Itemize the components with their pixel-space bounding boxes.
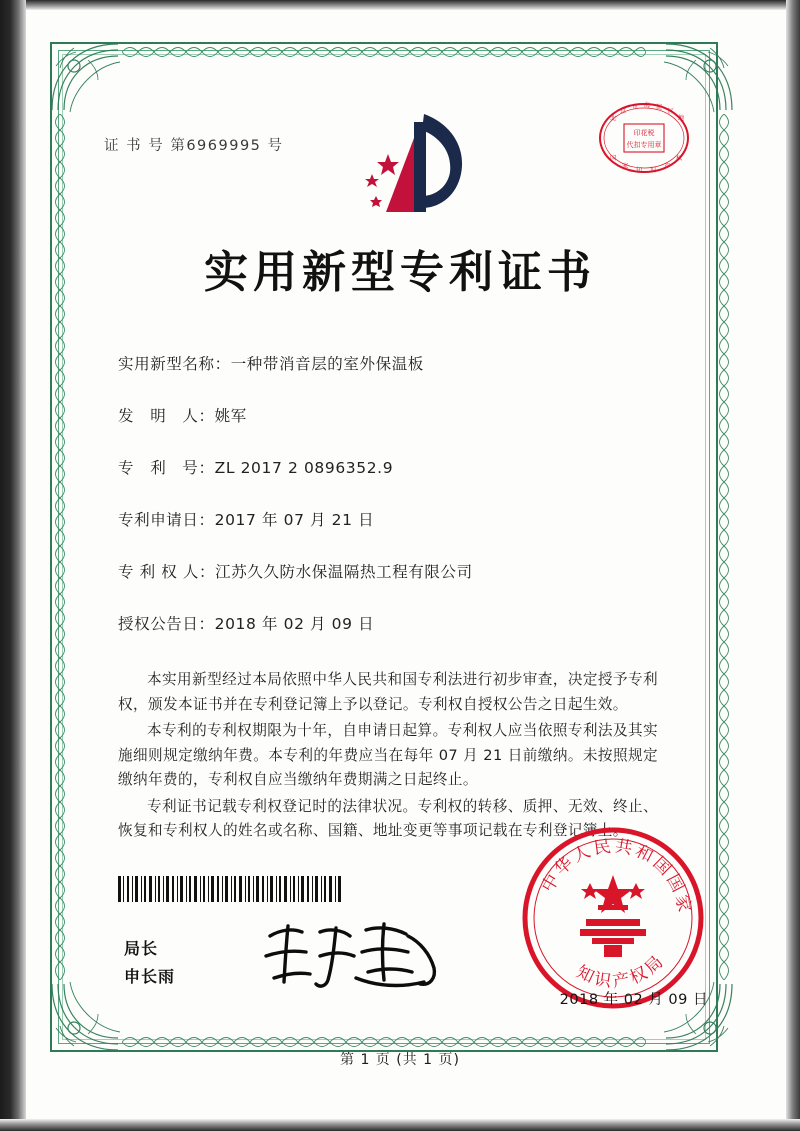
svg-text:识: 识 (650, 167, 657, 174)
field-row (118, 560, 658, 582)
field-label: 专 利 权 人： (118, 563, 216, 581)
field-row (118, 352, 658, 374)
field-label: 专 利 号： (118, 459, 215, 477)
svg-text:市: 市 (632, 104, 639, 111)
field-label: 实用新型名称： (118, 355, 231, 373)
scan-edge-top (0, 0, 800, 10)
barcode (118, 876, 342, 902)
field-value: 2018 年 02 月 09 日 (214, 615, 375, 633)
seal-date: 2018 年 02 月 09 日 (559, 992, 708, 1008)
tax-stamp-seal (596, 98, 692, 178)
svg-text:知识产权局: 知识产权局 (573, 950, 670, 993)
svg-text:家: 家 (622, 163, 629, 170)
svg-text:知: 知 (636, 167, 643, 174)
paragraph: 专利证书记载专利权登记时的法律状况。专利权的转移、质押、无效、终止、恢复和专利权人的姓名或名称、国籍、地址变更等事项记载在专利登记簿上。 (118, 797, 658, 839)
field-label: 发 明 人： (118, 407, 215, 425)
page-title: 实用新型专利证书 (204, 247, 596, 298)
legal-text-block (118, 668, 658, 846)
certificate-number: 证 书 号 第6969995 号 (104, 138, 284, 154)
page-footer: 第 1 页 (共 1 页) (340, 1052, 460, 1068)
scan-edge-right (786, 0, 800, 1131)
sipo-logo-icon (352, 108, 472, 220)
svg-text:产: 产 (664, 163, 671, 170)
svg-text:权: 权 (676, 155, 683, 162)
corner-ornament-icon (48, 980, 122, 1054)
paragraph: 本专利的专利权期限为十年，自申请日起算。专利权人应当依照专利法及其实施细则规定缴纳年费。本专利的年费应当在每年 07 月 21 日前缴纳。未按照规定缴纳年费的，专利权自应当缴纳年费期满之日起终止。 (118, 722, 658, 788)
border-ornament-top (122, 41, 646, 63)
field-row (118, 612, 658, 634)
svg-text:海: 海 (644, 102, 651, 109)
field-value: 江苏久久防水保温隔热工程有限公司 (215, 563, 473, 581)
svg-text:印花税: 印花税 (633, 129, 655, 137)
scan-edge-left (0, 0, 26, 1131)
svg-text:北: 北 (610, 115, 617, 122)
field-value: ZL 2017 2 0896352.9 (214, 459, 394, 477)
svg-text:淀: 淀 (656, 104, 663, 111)
national-seal (518, 823, 708, 1013)
svg-text:区: 区 (668, 108, 675, 115)
svg-text:国: 国 (610, 155, 617, 162)
field-list (118, 352, 658, 664)
paragraph: 本实用新型经过本局依照中华人民共和国专利法进行初步审查，决定授予专利权，颁发本证书并在专利登记簿上予以登记。专利权自授权公告之日起生效。 (118, 671, 658, 713)
director-title-label: 局长 (124, 939, 159, 958)
director-name: 申长雨 (124, 967, 176, 986)
field-value: 一种带消音层的室外保温板 (230, 355, 424, 373)
scan-edge-bottom (0, 1119, 800, 1131)
corner-ornament-icon (48, 40, 122, 114)
field-label: 授权公告日： (118, 615, 215, 633)
field-row (118, 456, 658, 478)
svg-text:京: 京 (620, 108, 627, 115)
field-value: 2017 年 07 月 21 日 (214, 511, 375, 529)
svg-text:代扣专用章: 代扣专用章 (626, 141, 662, 149)
field-label: 专利申请日： (118, 511, 215, 529)
handwritten-signature (258, 916, 448, 996)
field-row (118, 508, 658, 530)
svg-text:中华人民共和国国家: 中华人民共和国国家 (537, 836, 695, 917)
field-row (118, 404, 658, 426)
svg-text:地: 地 (678, 115, 685, 122)
field-value: 姚军 (214, 407, 247, 425)
